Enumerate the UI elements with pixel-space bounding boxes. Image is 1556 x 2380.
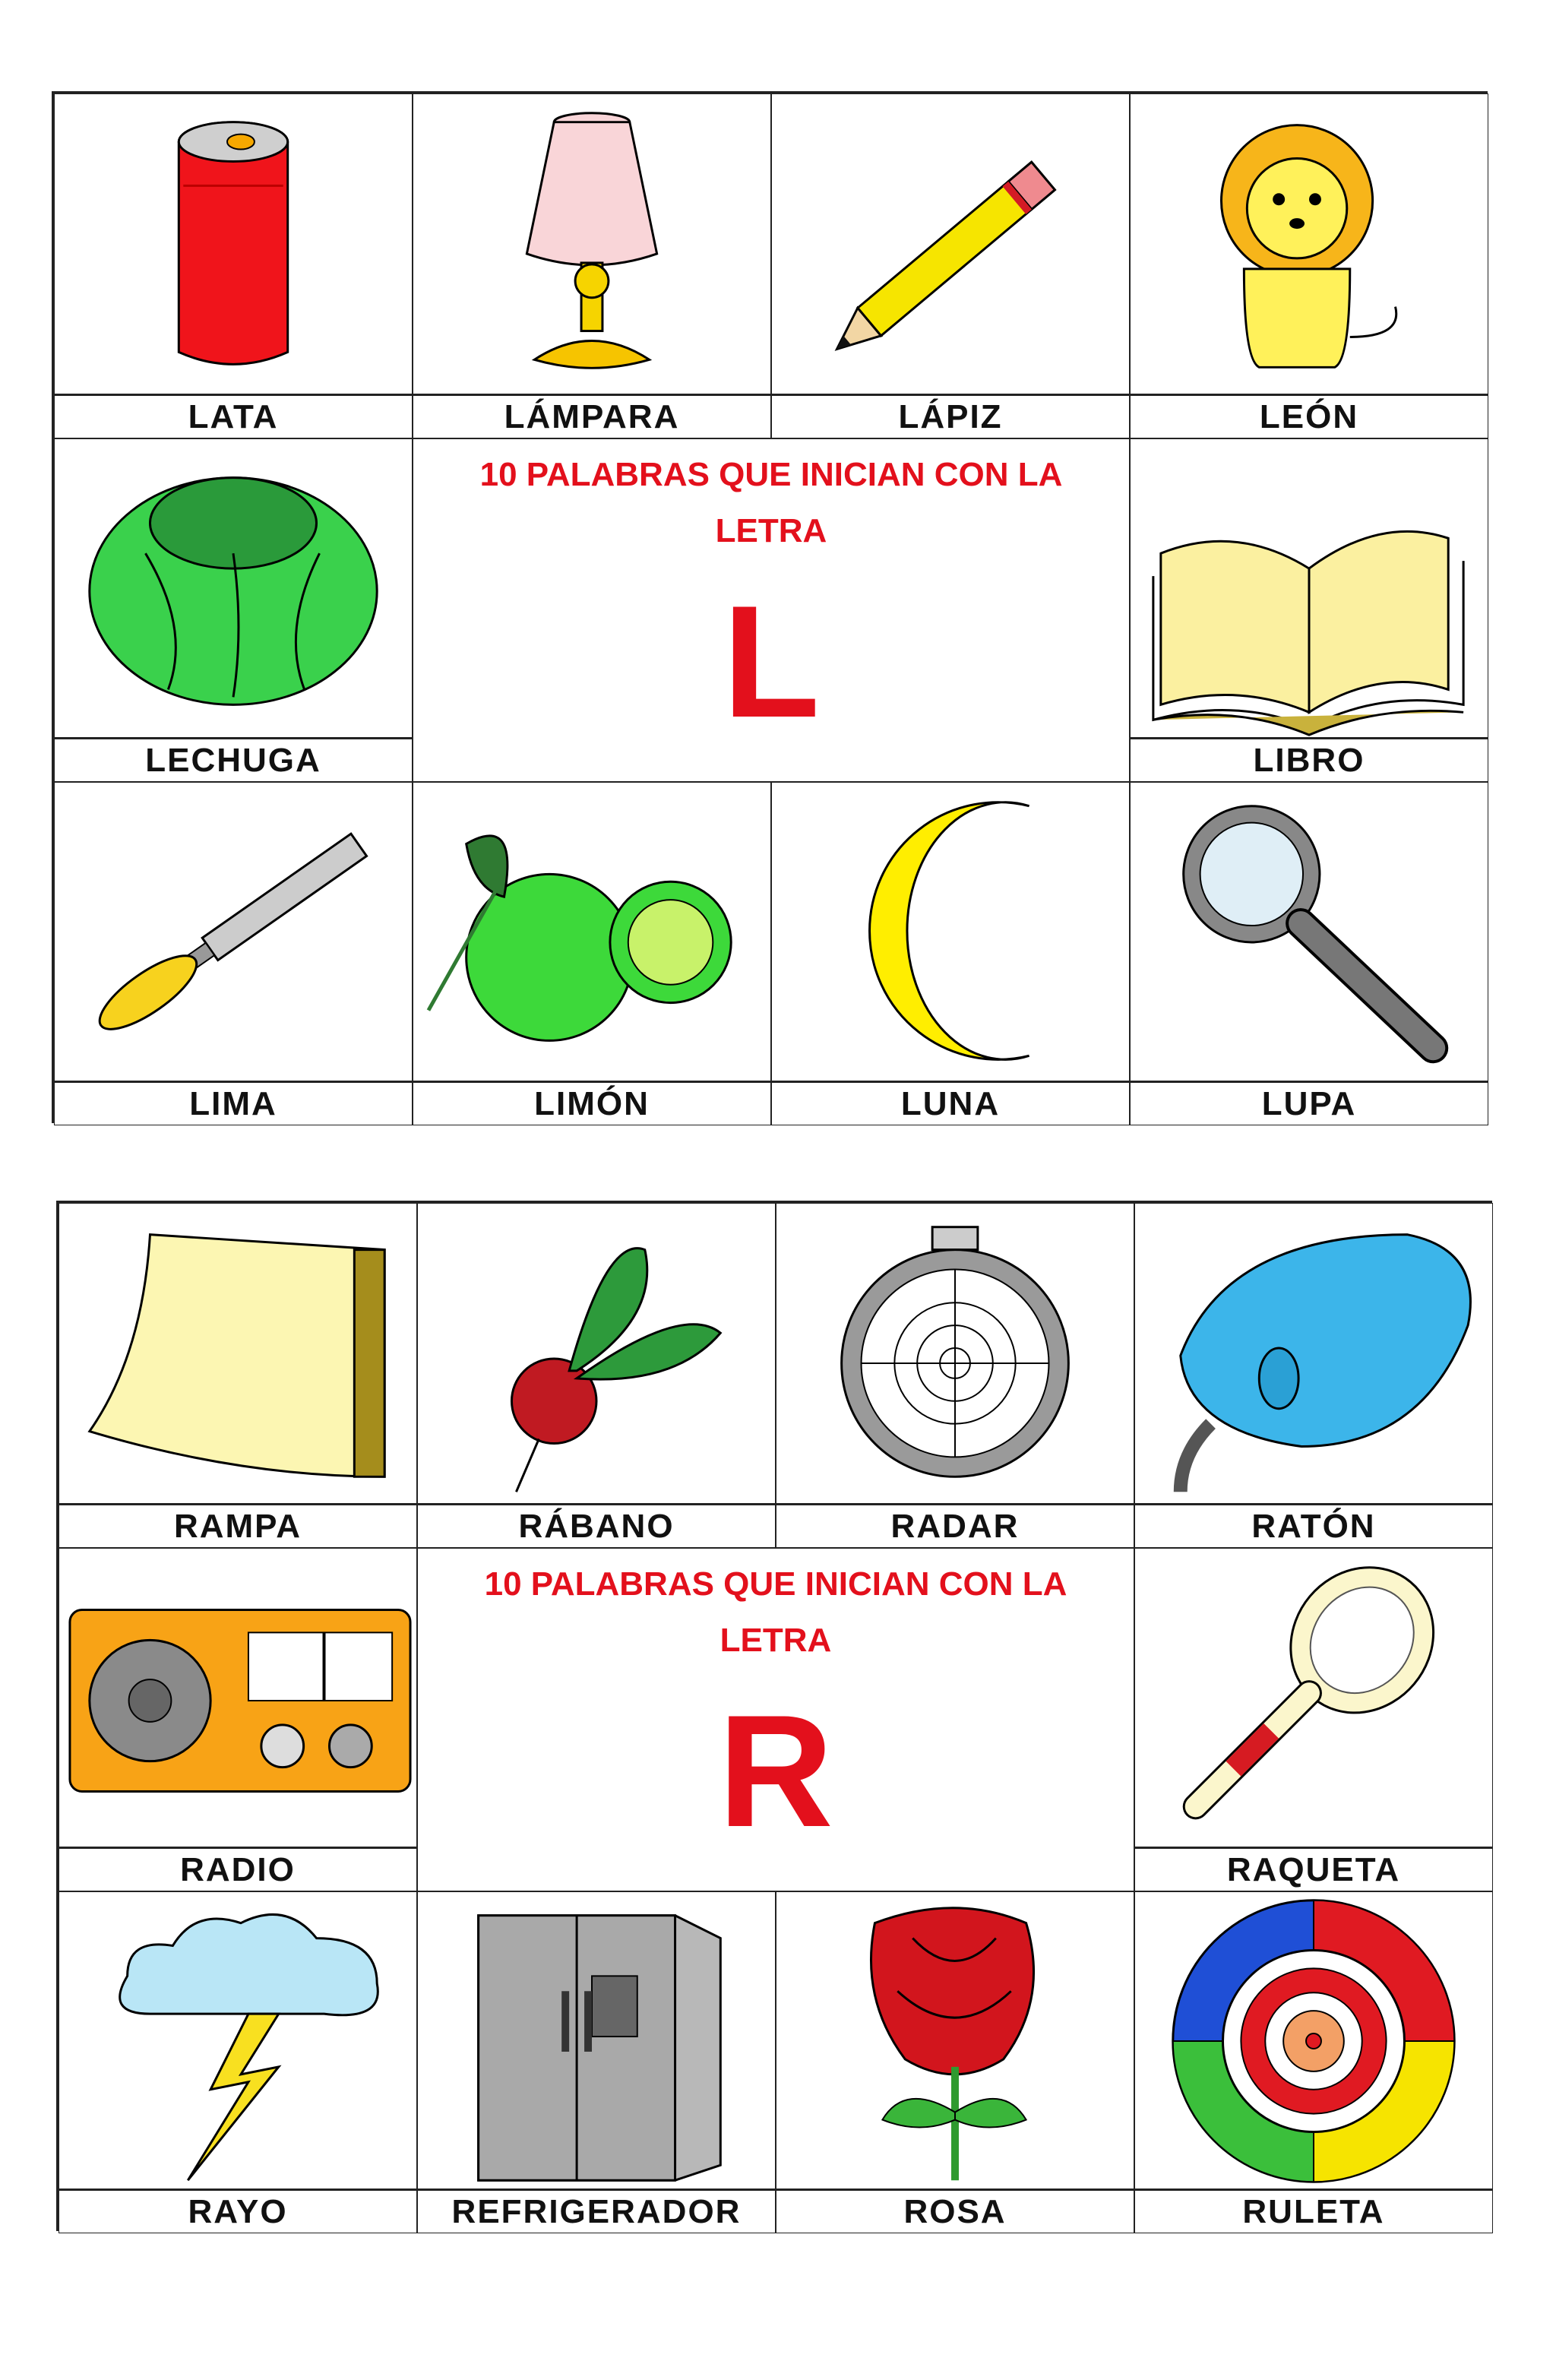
card-radio [59,1548,417,1891]
lightning-icon [59,1892,416,2190]
word-label: RADAR [776,1503,1134,1547]
magnifier-icon [1131,783,1488,1082]
card-raton [1134,1203,1493,1548]
card-leon [1130,93,1488,438]
word-label: RULETA [1135,2189,1492,2233]
card-lampara [413,93,771,438]
featured-letter: R [718,1682,833,1860]
word-label: REFRIGERADOR [418,2189,775,2233]
can-icon [55,94,412,395]
word-label: RATÓN [1135,1503,1492,1547]
card-refrigerador [417,1891,776,2233]
racket-icon [1135,1549,1492,1848]
file-icon [55,783,412,1082]
ramp-icon [59,1204,416,1505]
word-label: LUNA [772,1081,1129,1125]
card-rayo [59,1891,417,2233]
mouse-icon [1135,1204,1492,1505]
card-rampa [59,1203,417,1548]
word-label: LIMA [55,1081,412,1125]
word-label: RAYO [59,2189,416,2233]
moon-icon [772,783,1129,1082]
page-title: 10 PALABRAS QUE INICIAN CON LA LETRA [484,1565,1067,1659]
refrigerator-icon [418,1892,775,2190]
word-label: LIBRO [1131,737,1488,781]
card-ruleta [1134,1891,1493,2233]
pencil-icon [772,94,1129,395]
word-label: RAQUETA [1135,1847,1492,1891]
title-panel [417,1548,1134,1891]
card-raqueta [1134,1548,1493,1891]
card-lechuga [54,438,413,782]
card-lata [54,93,413,438]
card-lima [54,782,413,1125]
card-luna [771,782,1130,1125]
lime-icon [413,783,770,1082]
word-label: LIMÓN [413,1081,770,1125]
word-label: LÁPIZ [772,394,1129,438]
lamp-icon [413,94,770,395]
title-panel [413,438,1130,782]
radish-icon [418,1204,775,1505]
card-rabano [417,1203,776,1548]
word-label: LÁMPARA [413,394,770,438]
radio-icon [59,1549,416,1848]
word-label: RÁBANO [418,1503,775,1547]
card-rosa [776,1891,1134,2233]
roulette-icon [1135,1892,1492,2190]
word-label: ROSA [776,2189,1134,2233]
word-label: LATA [55,394,412,438]
card-radar [776,1203,1134,1548]
card-lupa [1130,782,1488,1125]
card-libro [1130,438,1488,782]
board-letter-l [52,91,1488,1123]
book-icon [1131,439,1488,739]
card-limon [413,782,771,1125]
board-letter-r [56,1201,1492,2231]
word-label: LEÓN [1131,394,1488,438]
lettuce-icon [55,439,412,739]
word-label: RAMPA [59,1503,416,1547]
lion-icon [1131,94,1488,395]
page-title: 10 PALABRAS QUE INICIAN CON LA LETRA [479,456,1063,549]
word-label: LECHUGA [55,737,412,781]
word-label: RADIO [59,1847,416,1891]
radar-icon [776,1204,1134,1505]
rose-icon [776,1892,1134,2190]
card-lapiz [771,93,1130,438]
word-label: LUPA [1131,1081,1488,1125]
featured-letter: L [722,572,821,751]
